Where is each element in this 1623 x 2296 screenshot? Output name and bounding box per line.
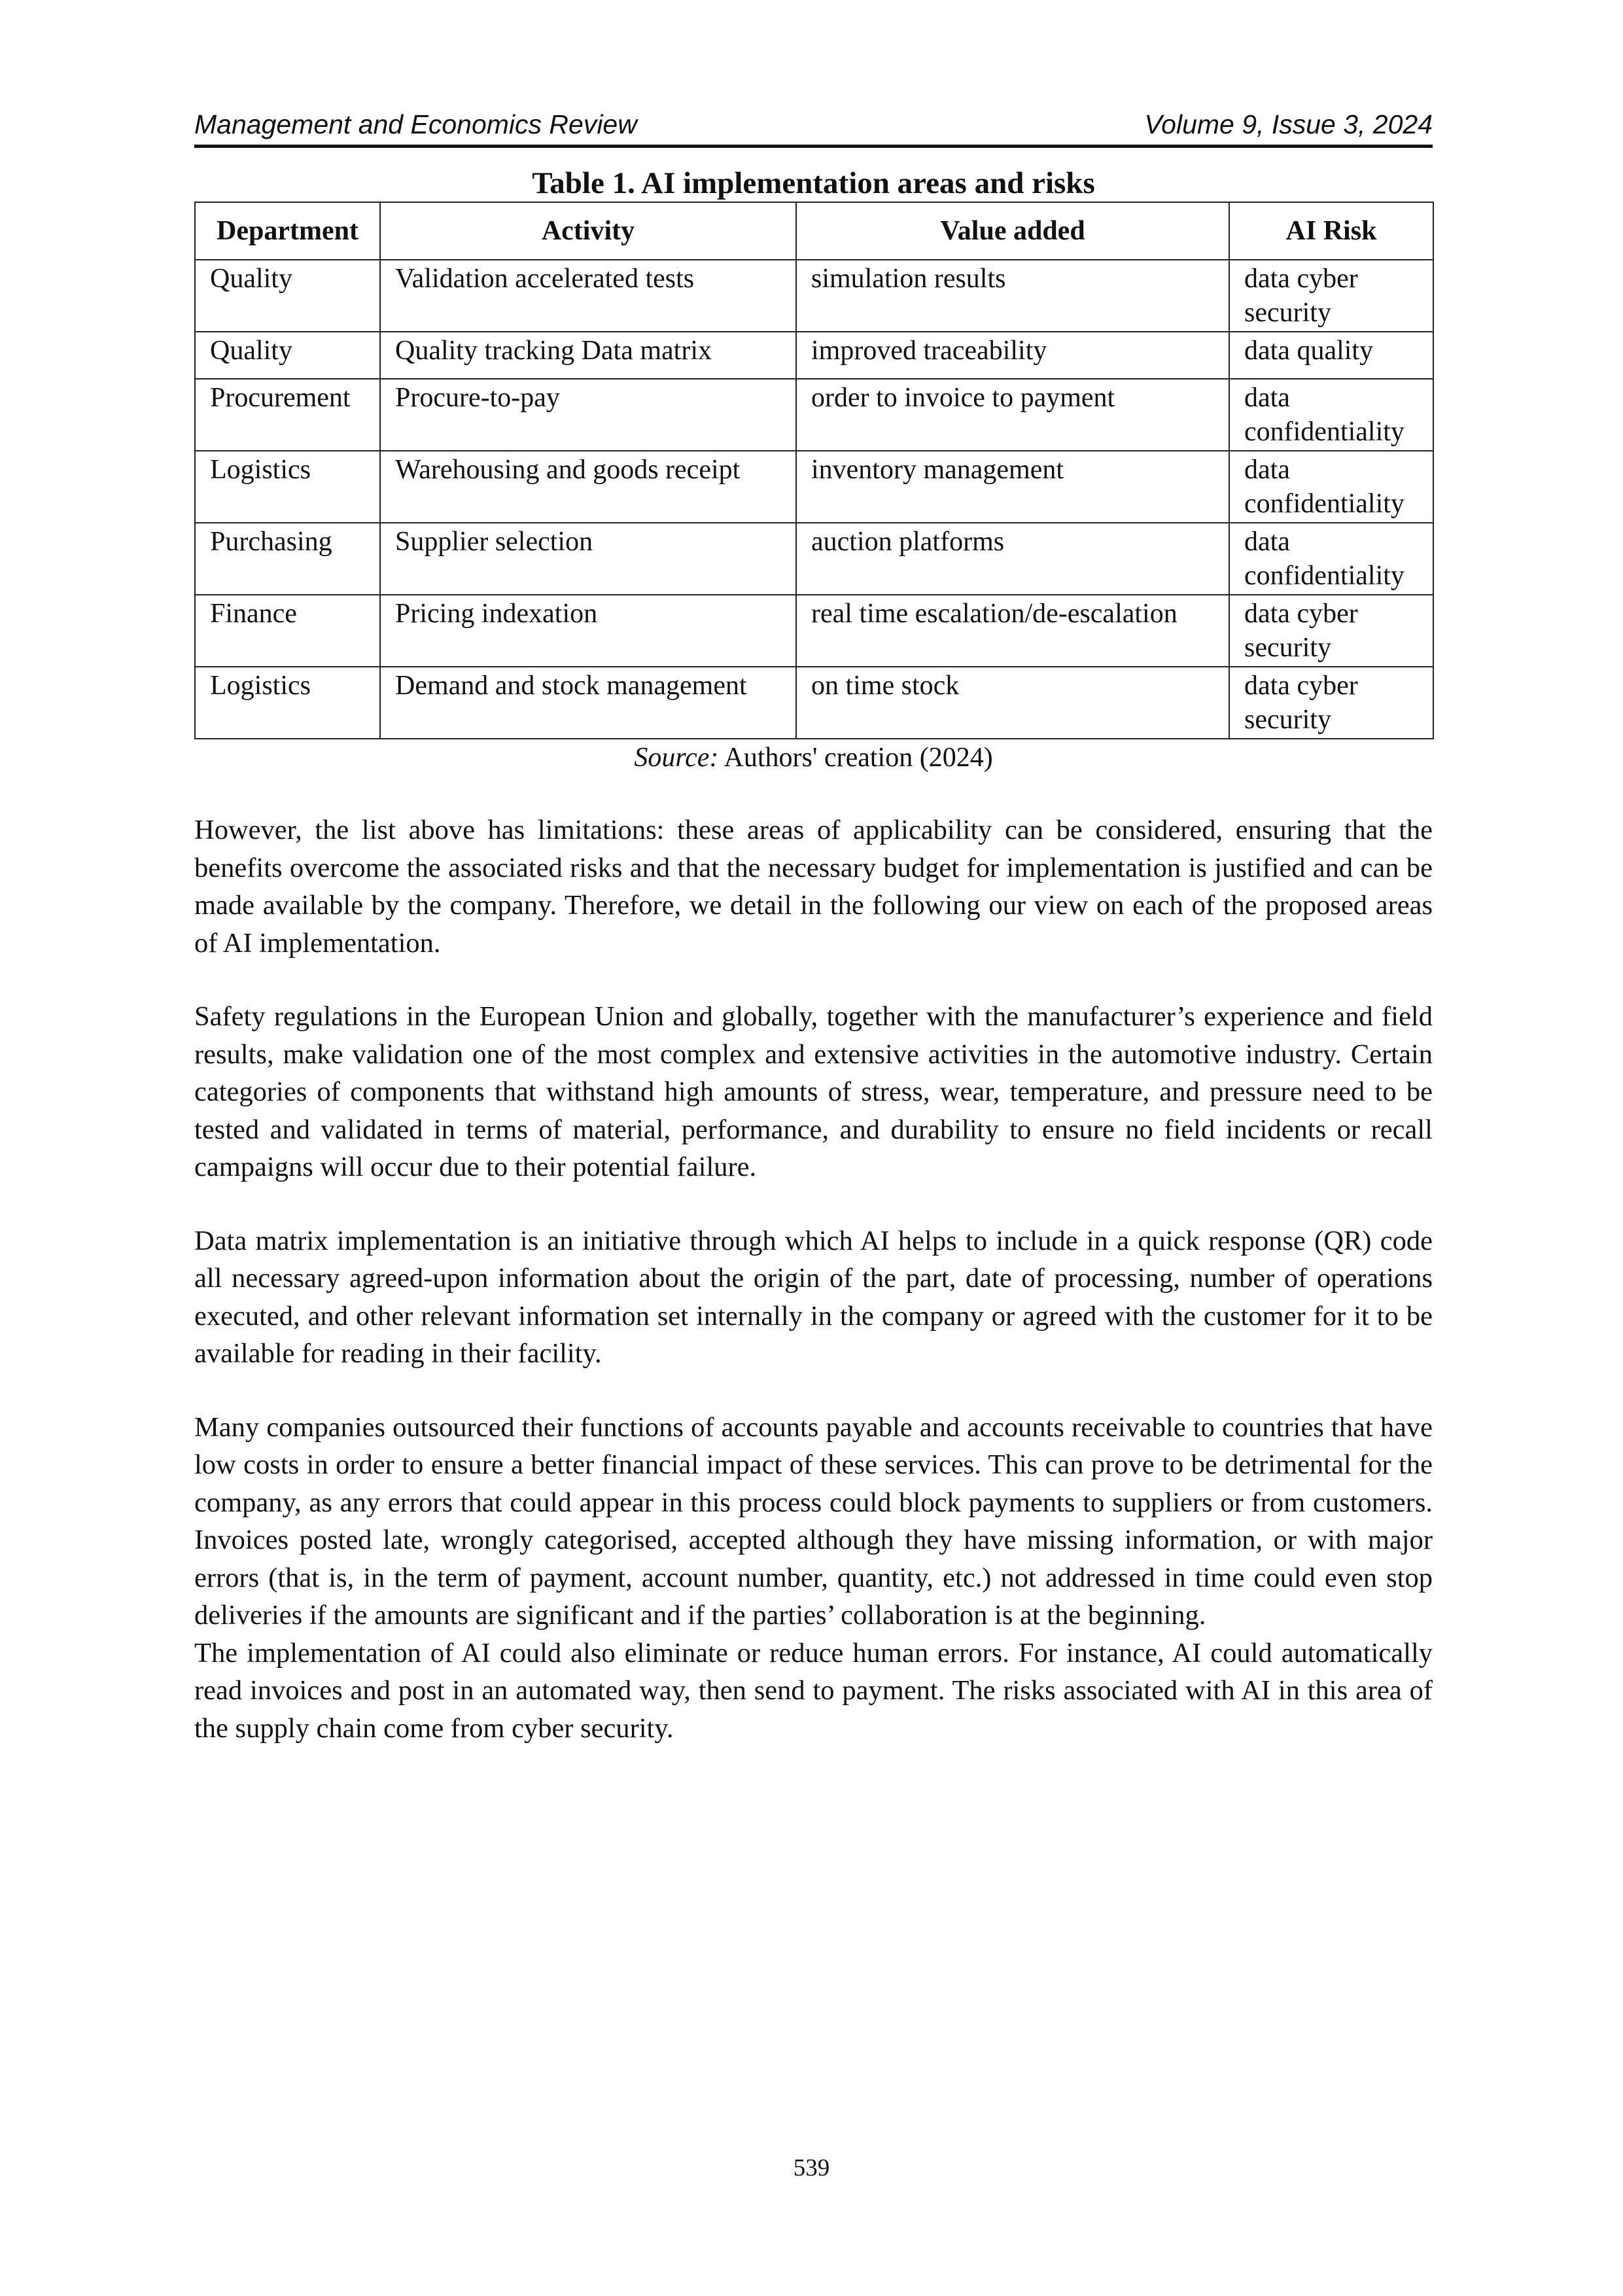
table-row [195, 379, 1433, 451]
journal-title: Management and Economics Review [194, 109, 637, 139]
table-row [195, 595, 1433, 667]
table-row [195, 260, 1433, 332]
paragraph: However, the list above has limitations: these areas of applicability can be considered, ensuring that the benefits overcome the associated risks and that the necessary budget for implementation is justified and can be made available by the company. Therefore, we detail in the following our view on each of the proposed areas of AI implementation. [194, 815, 1433, 959]
body-text [194, 811, 1433, 1747]
cell-activity: Procure-to-pay [380, 379, 796, 451]
cell-activity: Quality tracking Data matrix [380, 332, 796, 379]
cell-ai-risk: data confidentiality [1229, 379, 1433, 451]
cell-value-added: improved traceability [796, 332, 1229, 379]
column-header-ai-risk: AI Risk [1229, 202, 1433, 260]
cell-ai-risk: data cyber security [1229, 260, 1433, 332]
cell-value-added: inventory management [796, 451, 1229, 523]
cell-department: Procurement [195, 379, 380, 451]
cell-value-added: on time stock [796, 667, 1229, 739]
table-header-row [195, 202, 1433, 260]
table-row [195, 332, 1433, 379]
cell-value-added: real time escalation/de-escalation [796, 595, 1229, 667]
cell-ai-risk: data confidentiality [1229, 451, 1433, 523]
cell-activity: Supplier selection [380, 523, 796, 595]
cell-activity: Demand and stock management [380, 667, 796, 739]
paragraph: The implementation of AI could also eliminate or reduce human errors. For instance, AI could automatically read invoices and post in an automated way, then send to payment. The risks associated with AI in this area of the supply chain come from cyber security. [194, 1637, 1433, 1744]
cell-activity: Warehousing and goods receipt [380, 451, 796, 523]
column-header-value-added: Value added [796, 202, 1229, 260]
cell-activity: Validation accelerated tests [380, 260, 796, 332]
cell-department: Finance [195, 595, 380, 667]
cell-ai-risk: data quality [1229, 332, 1433, 379]
page [194, 108, 1433, 1747]
cell-ai-risk: data cyber security [1229, 667, 1433, 739]
issue-info: Volume 9, Issue 3, 2024 [1144, 109, 1433, 139]
cell-value-added: auction platforms [796, 523, 1229, 595]
table-row [195, 667, 1433, 739]
page-number: 539 [793, 2155, 830, 2181]
implementation-table [194, 202, 1434, 739]
paragraph: Data matrix implementation is an initiative through which AI helps to include in a quick response (QR) code all necessary agreed-upon information about the origin of the part, date of processing, number of operations executed, and other relevant information set internally in the company or agreed with the customer for it to be available for reading in their facility. [194, 1225, 1433, 1369]
cell-activity: Pricing indexation [380, 595, 796, 667]
table-row [195, 451, 1433, 523]
running-header [194, 108, 1433, 148]
cell-department: Quality [195, 332, 380, 379]
cell-department: Purchasing [195, 523, 380, 595]
paragraph: Many companies outsourced their functions of accounts payable and accounts receivable to countries that have low costs in order to ensure a better financial impact of these services. This can prove to be detrimental for the company, as any errors that could appear in this process could block payments to suppliers or from customers. Invoices posted late, wrongly categorised, accepted although they have missing information, or with major errors (that is, in the term of payment, account number, quantity, etc.) not addressed in time could even stop deliveries if the amounts are significant and if the parties’ collaboration is at the beginning. [194, 1411, 1433, 1631]
cell-value-added: simulation results [796, 260, 1229, 332]
cell-ai-risk: data cyber security [1229, 595, 1433, 667]
table-source [194, 739, 1433, 776]
cell-department: Logistics [195, 667, 380, 739]
cell-ai-risk: data confidentiality [1229, 523, 1433, 595]
paragraph: Safety regulations in the European Union and globally, together with the manufacturer’s experience and field results, make validation one of the most complex and extensive activities in the automotive industry. Certain categories of components that withstand high amounts of stress, wear, temperature, and pressure need to be tested and validated in terms of material, performance, and durability to ensure no field incidents or recall campaigns will occur due to their potential failure. [194, 1001, 1433, 1182]
source-label: Source: [634, 743, 719, 773]
table-row [195, 523, 1433, 595]
source-text: Authors' creation (2024) [718, 743, 993, 773]
cell-value-added: order to invoice to payment [796, 379, 1229, 451]
cell-department: Logistics [195, 451, 380, 523]
table-caption: Table 1. AI implementation areas and risks [532, 166, 1095, 200]
column-header-activity: Activity [380, 202, 796, 260]
cell-department: Quality [195, 260, 380, 332]
column-header-department: Department [195, 202, 380, 260]
